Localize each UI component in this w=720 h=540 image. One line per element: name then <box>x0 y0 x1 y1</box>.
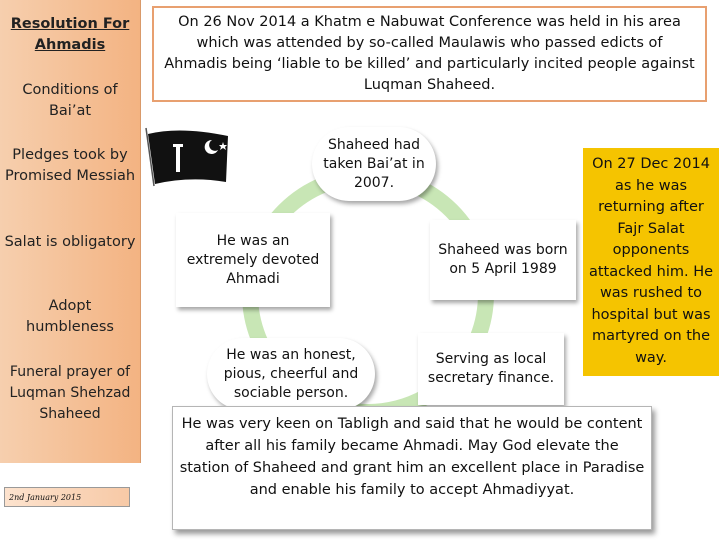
cycle-node-bai-at <box>312 127 436 201</box>
ahmadiyya-flag-icon <box>140 126 232 188</box>
cycle-node-secretary <box>418 333 564 405</box>
conference-text-box: On 26 Nov 2014 a Khatm e Nabuwat Conference was held in his area which was attended by so-called Maulawis who passed edicts of Ahmadis being ‘liable to be killed’ and particularly incited people against Luqman Shaheed. <box>152 6 707 102</box>
cycle-node-bai-at-text: Shaheed had taken Bai’at in 2007. <box>323 136 425 191</box>
sidebar-item-humbleness[interactable]: Adopt humbleness <box>26 298 114 335</box>
sidebar-item-conditions[interactable]: Conditions of Bai’at <box>22 82 118 119</box>
cycle-node-born <box>430 220 576 300</box>
tabligh-text-box: He was very keen on Tabligh and said that he would be content after all his family became Ahmadi. May God elevate the station of Shaheed and grant him an excellent place in Paradise and enable his family to accept Ahmadiyyat. <box>172 406 652 530</box>
date-label: 2nd January 2015 <box>4 487 130 507</box>
cycle-node-devoted-text: He was an extremely devoted Ahmadi <box>186 232 320 287</box>
cycle-node-born-text: Shaheed was born on 5 April 1989 <box>438 242 568 277</box>
cycle-node-devoted <box>176 213 330 307</box>
cycle-node-honest-text: He was an honest, pious, cheerful and sociable person. <box>223 346 359 401</box>
martyrdom-text-box: On 27 Dec 2014 as he was returning after Fajr Salat opponents attacked him. He was rushed to hospital but was martyred on the way. <box>583 148 719 376</box>
cycle-node-secretary-text: Serving as local secretary finance. <box>427 351 555 386</box>
cycle-node-honest <box>207 338 375 410</box>
sidebar-item-pledges[interactable]: Pledges took by Promised Messiah <box>4 147 136 184</box>
sidebar-item-resolution[interactable]: Resolution For Ahmadis <box>10 16 130 53</box>
sidebar-item-funeral-prayer[interactable]: Funeral prayer of Luqman Shehzad Shaheed <box>9 364 131 422</box>
sidebar-item-salat[interactable]: Salat is obligatory <box>4 234 136 250</box>
sidebar <box>0 0 141 463</box>
